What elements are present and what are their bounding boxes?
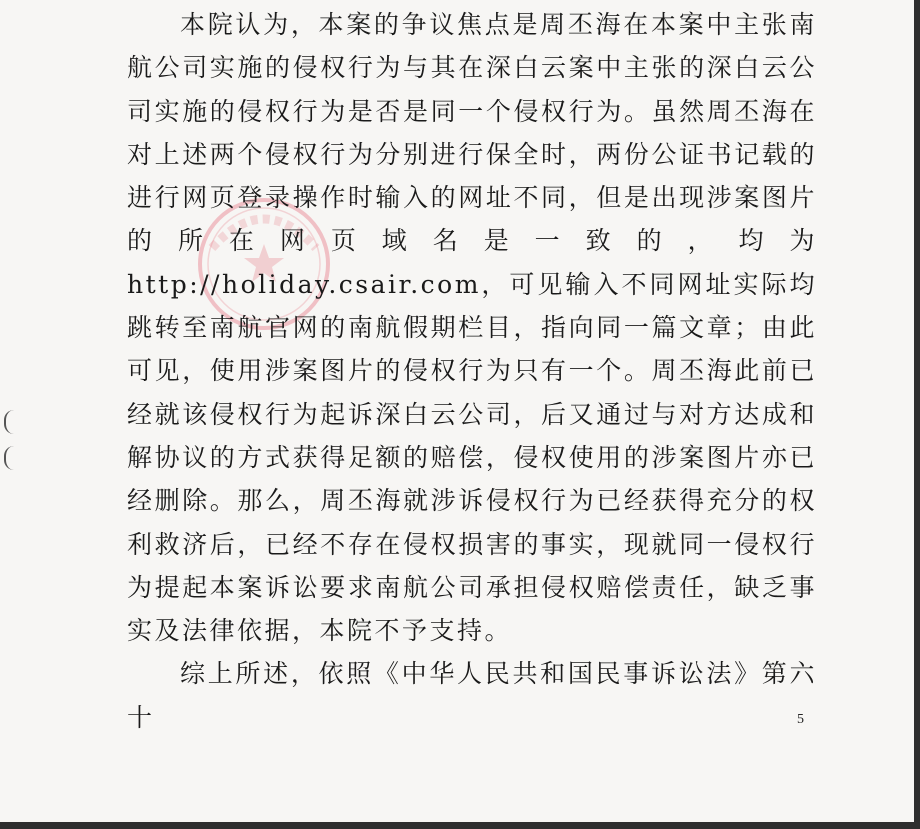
- page-number: 5: [797, 712, 804, 727]
- paragraph-conclusion: 综上所述，依照《中华人民共和国民事诉讼法》第六十: [127, 659, 817, 732]
- scan-border-right: [914, 0, 920, 829]
- paragraph-court-opinion: 本院认为，本案的争议焦点是周丕海在本案中主张南航公司实施的侵权行为与其在深白云案中主张的深白云公司实施的侵权行为是否是同一个侵权行为。虽然周丕海在对上述两个侵权行为分别进行保全时，两份公证书记载的进行网页登录操作时输入的网址不同，但是出现涉案图片的所在网页域名是一致的，均为http://holiday.csair.com，可见输入不同网址实际均跳转至南航官网的南航假期栏目，指向同一篇文章；由此可见，使用涉案图片的侵权行为只有一个。周丕海此前已经就该侵权行为起诉深白云公司，后又通过与对方达成和解协议的方式获得足额的赔偿，侵权使用的涉案图片亦已经删除。那么，周丕海就涉诉侵权行为已经获得充分的权利救济后，已经不存在侵权损害的事实，现就同一侵权行为提起本案诉讼要求南航公司承担侵权赔偿责任，缺乏事实及法律依据，本院不予支持。: [127, 10, 817, 646]
- binding-hole-mark: [4, 446, 14, 470]
- binding-hole-mark: [4, 410, 14, 434]
- scan-border-bottom: [0, 822, 920, 829]
- document-body: [127, 3, 817, 739]
